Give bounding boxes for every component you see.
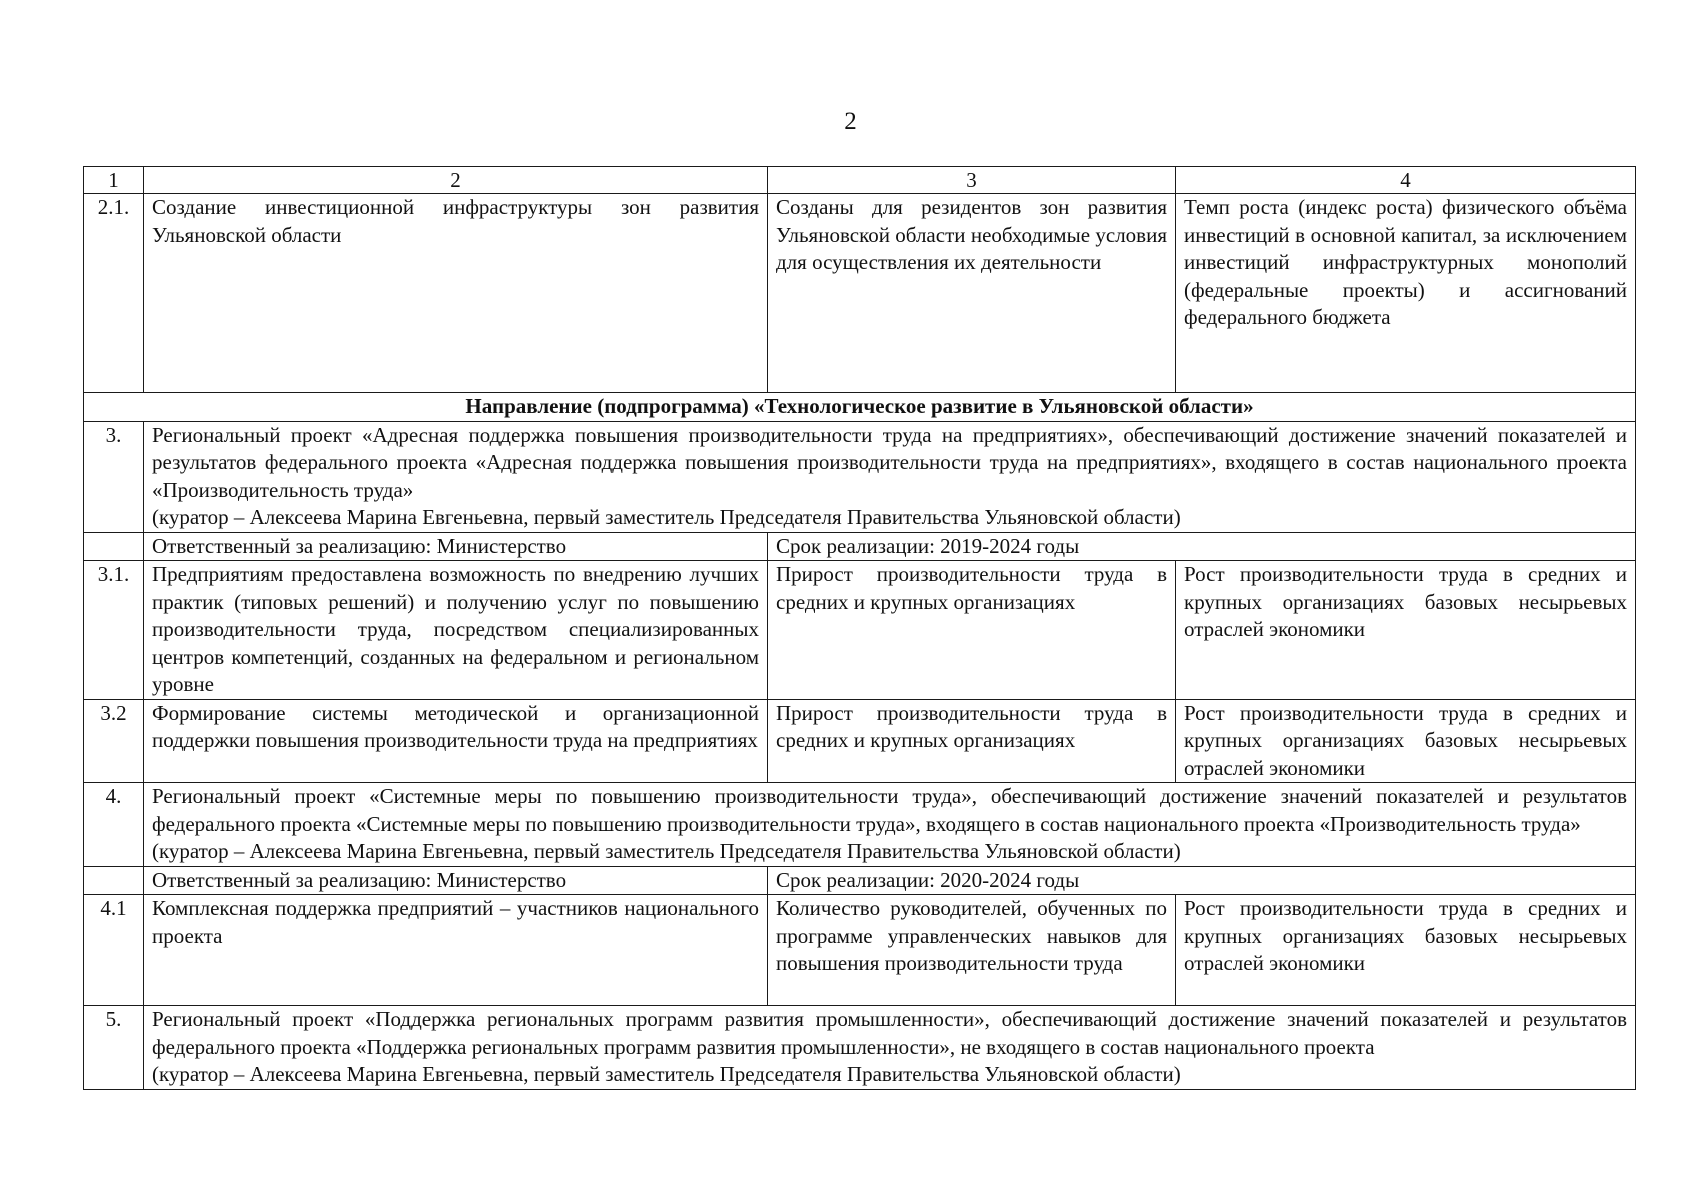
result-cell: Количество руководителей, обученных по программе управленческих навыков для повышения производительности труда [768,895,1176,1006]
task-cell: Предприятиям предоставлена возможность по внедрению лучших практик (типовых решений) и получению услуг по повышению производительности труда, посредством специализированных центров компетенций, созданных на федеральном и региональном уровне [144,561,768,700]
section-heading-row [84,393,1636,422]
row-number: 3. [84,421,144,532]
result-cell: Созданы для резидентов зон развития Ульяновской области необходимые условия для осуществления их деятельности [768,194,1176,393]
column-header-4: 4 [1176,167,1636,194]
table-row-2-1 [84,194,1636,393]
indicator-cell: Рост производительности труда в средних и крупных организациях базовых несырьевых отраслей экономики [1176,699,1636,783]
table-row-4-1 [84,895,1636,1006]
project-description [144,1006,1636,1090]
column-header-1: 1 [84,167,144,194]
indicator-cell: Рост производительности труда в средних и крупных организациях базовых несырьевых отраслей экономики [1176,561,1636,700]
table-row-3 [84,421,1636,532]
row-number: 5. [84,1006,144,1090]
empty-cell [84,532,144,561]
table-row-4 [84,783,1636,867]
project-description [144,421,1636,532]
row-number: 2.1. [84,194,144,393]
task-cell: Формирование системы методической и организационной поддержки повышения производительности труда на предприятиях [144,699,768,783]
table-row-4-responsible [84,866,1636,895]
responsible-cell: Ответственный за реализацию: Министерство [144,532,768,561]
empty-cell [84,866,144,895]
table-row-3-1 [84,561,1636,700]
project-title: Региональный проект «Адресная поддержка повышения производительности труда на предприятиях», обеспечивающий достижение значений показателей и результатов федерального проекта «Адресная поддержка повышения производительности труда на предприятиях», входящего в состав национального проекта «Производительность труда» [152,422,1627,502]
section-heading: Направление (подпрограмма) «Технологическое развитие в Ульяновской области» [84,393,1636,422]
row-number: 4. [84,783,144,867]
row-number: 3.1. [84,561,144,700]
column-header-2: 2 [144,167,768,194]
task-cell: Комплексная поддержка предприятий – участников национального проекта [144,895,768,1006]
task-cell: Создание инвестиционной инфраструктуры зон развития Ульяновской области [144,194,768,393]
indicator-cell: Рост производительности труда в средних и крупных организациях базовых несырьевых отраслей экономики [1176,895,1636,1006]
project-description [144,783,1636,867]
responsible-cell: Ответственный за реализацию: Министерство [144,866,768,895]
page-number: 2 [844,108,857,135]
table-row-3-responsible [84,532,1636,561]
term-cell: Срок реализации: 2020-2024 годы [768,866,1636,895]
indicator-cell: Темп роста (индекс роста) физического объёма инвестиций в основной капитал, за исключением инвестиций инфраструктурных монополий (федеральные проекты) и ассигнований федерального бюджета [1176,194,1636,393]
result-cell: Прирост производительности труда в средних и крупных организациях [768,561,1176,700]
project-curator: (куратор – Алексеева Марина Евгеньевна, первый заместитель Председателя Правительства Ульяновской области) [152,505,1181,529]
table-row-5 [84,1006,1636,1090]
project-curator: (куратор – Алексеева Марина Евгеньевна, первый заместитель Председателя Правительства Ульяновской области) [152,839,1181,863]
column-number-row [84,167,1636,194]
table-row-3-2 [84,699,1636,783]
row-number: 4.1 [84,895,144,1006]
program-table [83,166,1636,1090]
project-curator: (куратор – Алексеева Марина Евгеньевна, первый заместитель Председателя Правительства Ульяновской области) [152,1062,1181,1086]
project-title: Региональный проект «Системные меры по повышению производительности труда», обеспечивающий достижение значений показателей и результатов федерального проекта «Системные меры по повышению производительности труда», входящего в состав национального проекта «Производительность труда» [152,784,1627,836]
term-cell: Срок реализации: 2019-2024 годы [768,532,1636,561]
result-cell: Прирост производительности труда в средних и крупных организациях [768,699,1176,783]
row-number: 3.2 [84,699,144,783]
column-header-3: 3 [768,167,1176,194]
project-title: Региональный проект «Поддержка региональных программ развития промышленности», обеспечивающий достижение значений показателей и результатов федерального проекта «Поддержка региональных программ развития промышленности», не входящего в состав национального проекта [152,1007,1627,1059]
